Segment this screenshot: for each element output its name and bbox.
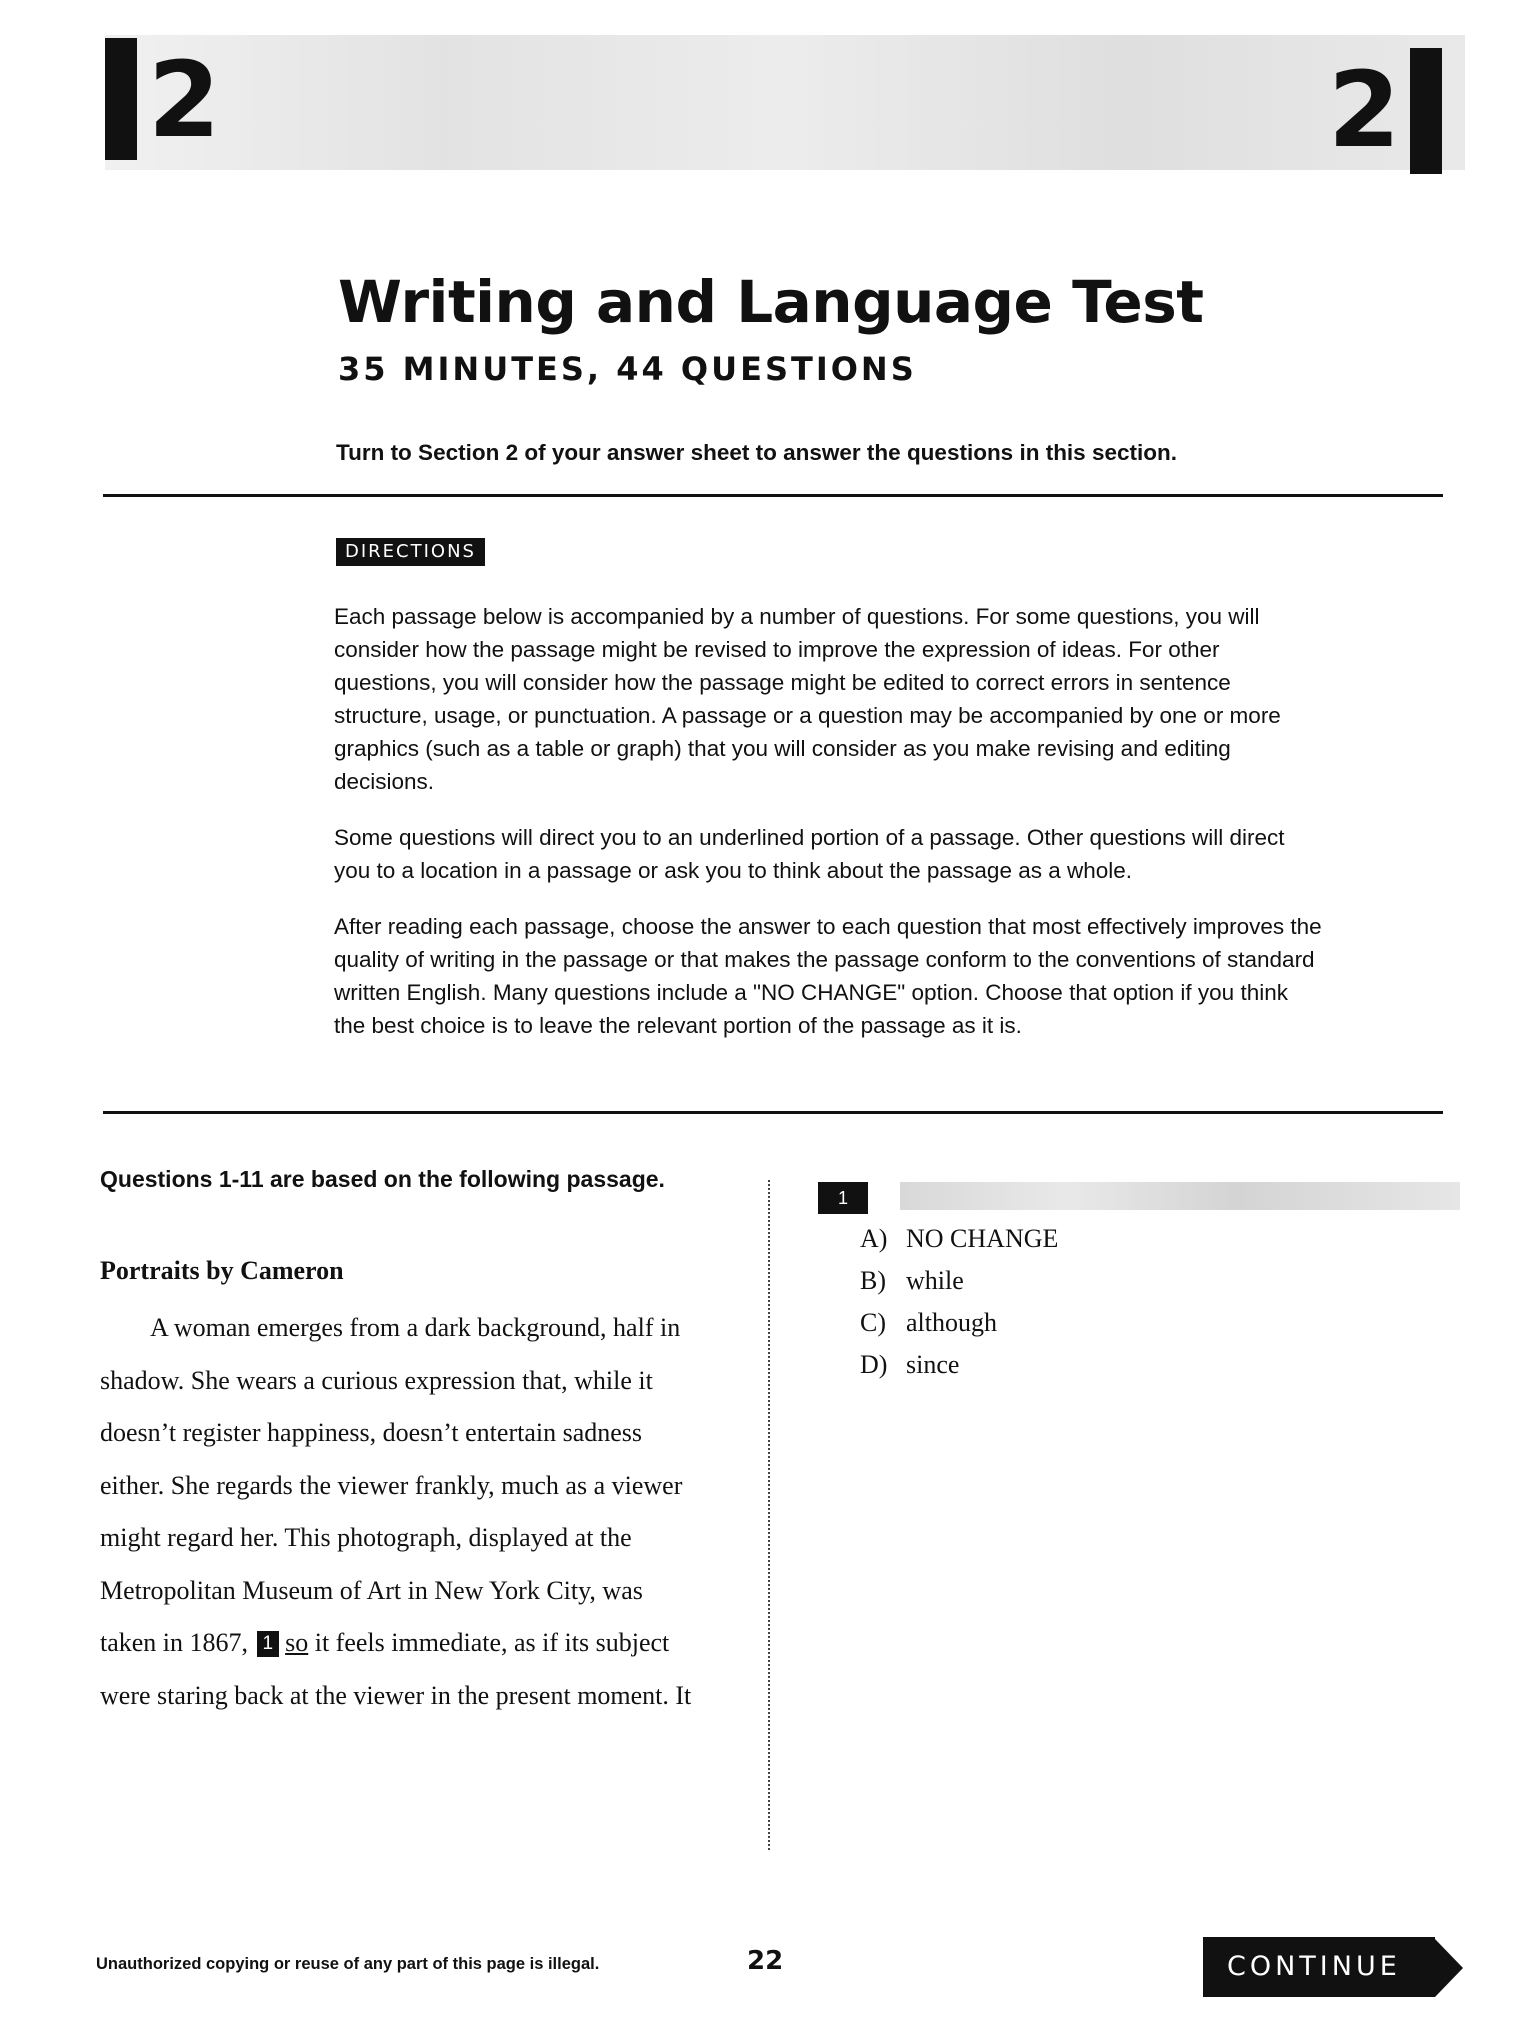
option-text: although [906,1308,997,1337]
left-section-bar [105,38,137,160]
passage-title: Portraits by Cameron [100,1256,344,1285]
answer-option-a[interactable] [860,1218,1058,1260]
answer-option-b[interactable] [860,1260,1058,1302]
answer-option-d[interactable] [860,1344,1058,1386]
directions-label: DIRECTIONS [336,538,485,566]
option-text: since [906,1350,960,1379]
section-number-left: 2 [148,39,221,161]
section-header-band [105,35,1465,170]
continue-arrow-icon [1435,1939,1463,1997]
passage-text: A woman emerges from a dark background, half in shadow. She wears a curious expression that, while it doesn’t register happiness, doesn’t entertain sadness either. She regards the viewer frankly, much as a viewer might regard her. This photograph, displayed at the Metropolitan Museum of Art in New York City, was taken in 1867, [100,1313,683,1657]
passage-text: it feels immediate, as if its subject were staring back at the viewer in the present moment. It [100,1628,692,1710]
continue-button[interactable]: CONTINUE [1203,1937,1435,1997]
option-text: while [906,1266,964,1295]
directions-paragraph: Each passage below is accompanied by a number of questions. For some questions, you will consider how the passage might be revised to improve the expression of ideas. For other questions, you will consider how the passage might be edited to correct errors in sentence structure, usage, or punctuation. A passage or a question may be accompanied by one or more graphics (such as a table or graph) that you will consider as you make revising and editing decisions. [334,604,1281,794]
page-number: 22 [747,1946,784,1976]
question-number-tab: 1 [818,1182,868,1214]
section-number-right: 2 [1328,49,1401,171]
questions-range-header: Questions 1-11 are based on the following passage. [100,1166,665,1192]
passage-body [100,1302,740,1722]
question-marker[interactable]: 1 [257,1631,280,1657]
option-text: NO CHANGE [906,1224,1059,1253]
bottom-divider [103,1111,1443,1114]
answer-sheet-instruction: Turn to Section 2 of your answer sheet to answer the questions in this section. [336,440,1177,465]
copyright-notice: Unauthorized copying or reuse of any part of this page is illegal. [96,1955,600,1973]
top-divider [103,494,1443,497]
right-section-bar [1410,48,1442,174]
page-subtitle: 35 MINUTES, 44 QUESTIONS [338,350,917,388]
underlined-portion[interactable]: so [285,1628,309,1657]
option-letter: C) [860,1308,886,1337]
directions-text [334,600,1324,1065]
option-letter: D) [860,1350,888,1379]
question-header-band [900,1182,1460,1210]
answer-option-c[interactable] [860,1302,1058,1344]
directions-paragraph: After reading each passage, choose the answer to each question that most effectively improves the quality of writing in the passage or that makes the passage conform to the conventions of standard written English. Many questions include a "NO CHANGE" option. Choose that option if you think the best choice is to leave the relevant portion of the passage as it is. [334,914,1322,1038]
passage-paragraph [100,1302,740,1722]
answer-options [860,1218,1058,1386]
page-title: Writing and Language Test [338,268,1204,336]
column-divider [768,1180,770,1850]
directions-paragraph: Some questions will direct you to an underlined portion of a passage. Other questions will direct you to a location in a passage or ask you to think about the passage as a whole. [334,825,1285,883]
option-letter: B) [860,1266,886,1295]
option-letter: A) [860,1224,888,1253]
